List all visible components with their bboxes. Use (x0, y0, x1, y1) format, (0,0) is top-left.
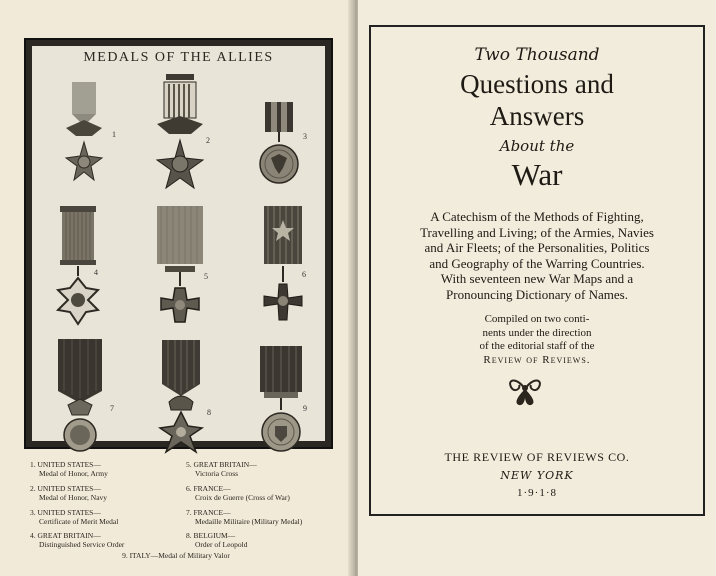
medal-number-9: 9 (303, 404, 307, 413)
caption-3-country: 3. UNITED STATES— (30, 508, 101, 517)
medal-number-7: 7 (110, 404, 114, 413)
caption-7 (186, 508, 302, 526)
medal-number-6: 6 (302, 270, 306, 279)
compiled-block (371, 313, 703, 367)
medal-france-croix-image (258, 206, 308, 332)
description-line-2: Travelling and Living; of the Armies, Navies (420, 224, 654, 240)
compiled-line-2: nents under the direction (482, 326, 592, 339)
caption-6-medal: Croix de Guerre (Cross of War) (195, 493, 290, 502)
caption-2-medal: Medal of Honor, Navy (39, 493, 108, 502)
caption-7-medal: Medaille Militaire (Military Medal) (195, 517, 303, 526)
medal-gb-dso-image (48, 206, 108, 330)
medal-number-5: 5 (204, 272, 208, 281)
medal-number-1: 1 (112, 130, 116, 139)
title-war: War (511, 157, 563, 192)
title-page-frame (369, 25, 705, 516)
title-answers: Answers (489, 101, 585, 131)
caption-6 (186, 484, 290, 502)
description-block (371, 209, 703, 302)
plate-title: MEDALS OF THE ALLIES (83, 50, 274, 65)
caption-8-country: 8. BELGIUM— (186, 531, 236, 540)
caption-4-medal: Distinguished Service Order (39, 540, 125, 549)
publication-year: 1·9·1·8 (517, 487, 557, 499)
caption-1 (30, 460, 108, 478)
description-line-4: and Geography of the Warring Countries. (429, 255, 645, 271)
caption-3 (30, 508, 118, 526)
compiled-line-4: Review of Reviews. (483, 353, 591, 366)
caption-1-medal: Medal of Honor, Army (39, 469, 108, 478)
medal-italy-valor-image (256, 346, 306, 460)
ornament-icon (505, 373, 545, 412)
caption-6-country: 6. FRANCE— (186, 484, 231, 493)
medal-number-2: 2 (206, 136, 210, 145)
medal-gb-victoria-cross-image (151, 206, 209, 334)
medal-number-8: 8 (207, 408, 211, 417)
medal-us-merit-image (257, 100, 301, 196)
caption-3-medal: Certificate of Merit Medal (39, 517, 119, 526)
caption-5-country: 5. GREAT BRITAIN— (186, 460, 257, 469)
left-page (0, 0, 352, 576)
caption-1-country: 1. UNITED STATES— (30, 460, 101, 469)
title-questions-and: Questions and (460, 69, 614, 99)
compiled-line-3: of the editorial staff of the (479, 340, 595, 352)
caption-9: 9. ITALY—Medal of Military Valor (122, 551, 230, 560)
medal-belgium-leopold-image (154, 340, 208, 458)
medal-us-navy-image (147, 72, 213, 202)
publisher-city: NEW YORK (500, 469, 574, 482)
medal-number-3: 3 (303, 132, 307, 141)
caption-8-medal: Order of Leopold (195, 540, 248, 549)
caption-2 (30, 484, 107, 502)
medal-us-army-image (58, 82, 110, 200)
caption-4-country: 4. GREAT BRITAIN— (30, 531, 101, 540)
publisher-name: THE REVIEW OF REVIEWS CO. (444, 450, 630, 464)
caption-7-country: 7. FRANCE— (186, 508, 231, 517)
description-line-6: Pronouncing Dictionary of Names. (446, 286, 628, 302)
description-line-1: A Catechism of the Methods of Fighting, (430, 209, 644, 224)
caption-8 (186, 531, 247, 549)
description-line-5: With seventeen new War Maps and a (440, 271, 634, 286)
compiled-line-1: Compiled on two conti- (484, 313, 590, 325)
medals-plate (24, 38, 333, 449)
caption-5-medal: Victoria Cross (195, 469, 239, 478)
description-line-3: and Air Fleets; of the Personalities, Politics (424, 240, 650, 255)
title-about-the: About the (499, 137, 575, 155)
plate-inner (32, 46, 325, 441)
title-two-thousand: Two Thousand (474, 45, 600, 65)
caption-4 (30, 531, 124, 549)
caption-2-country: 2. UNITED STATES— (30, 484, 101, 493)
medal-number-4: 4 (94, 268, 98, 277)
medal-france-militaire-image (52, 339, 108, 455)
caption-5 (186, 460, 257, 478)
